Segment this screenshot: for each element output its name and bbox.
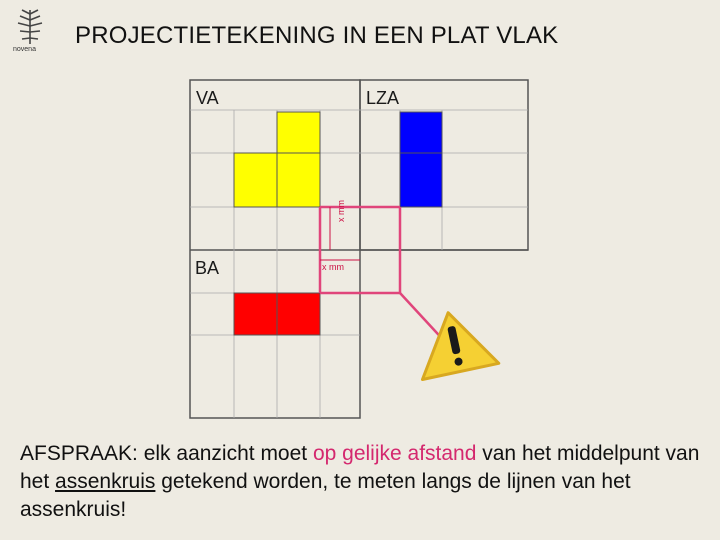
label-lza: LZA: [366, 88, 400, 108]
left-frame: [190, 80, 360, 418]
agreement-text: [20, 440, 710, 524]
agreement-underlined: assenkruis: [55, 470, 156, 493]
label-ba: BA: [195, 258, 220, 278]
agreement-part3: getekend worden, te meten langs de lijnen van het assenkruis!: [20, 470, 631, 521]
top-view-red: [234, 293, 320, 335]
transfer-lines: [320, 207, 448, 345]
label-va: VA: [196, 88, 219, 108]
side-view-blue: [400, 112, 442, 207]
warning-icon: [410, 305, 499, 380]
front-view-yellow: [234, 112, 320, 207]
agreement-highlight: op gelijke afstand: [312, 442, 477, 465]
page-title: PROJECTIETEKENING IN EEN PLAT VLAK: [75, 22, 559, 49]
logo-text: novena: [13, 46, 36, 53]
agreement-prefix: AFSPRAAK:: [20, 442, 138, 465]
agreement-part1: elk aanzicht moet: [137, 442, 313, 465]
dimension-vertical: x mm: [336, 200, 346, 222]
dimension-horizontal: x mm: [322, 262, 344, 272]
agreement-part2: van het middelpunt van het: [20, 442, 700, 493]
